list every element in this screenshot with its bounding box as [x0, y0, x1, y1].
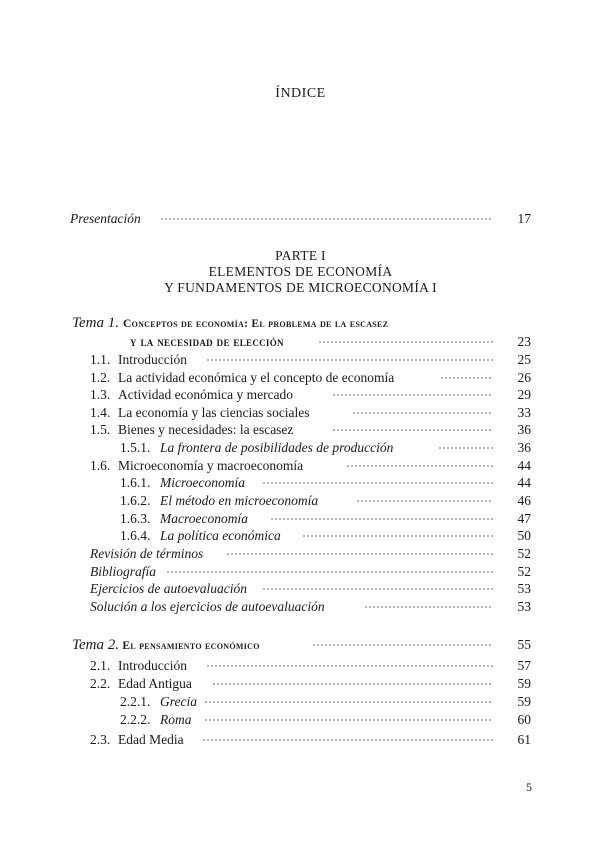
toc-page: 46 [517, 493, 531, 508]
leader-dots [312, 642, 493, 648]
toc-label: 2.2. Edad Antigua [90, 675, 196, 693]
toc-label: 2.2.1. Grecia [120, 693, 201, 711]
toc-page: 36 [517, 440, 531, 455]
toc-page: 44 [517, 458, 531, 473]
toc-label: 1.6.3. Macroeconomía [120, 510, 252, 528]
tema1-prefix: Tema 1. [72, 315, 119, 331]
toc-page: 47 [517, 511, 531, 526]
toc-label: 1.5.1. La frontera de posibilidades de producción [120, 439, 397, 457]
leader-dots [262, 586, 493, 592]
toc-entry[interactable] [0, 657, 601, 675]
toc-page: 60 [517, 712, 531, 727]
toc-label: 1.6. Microeconomía y macroeconomía [90, 457, 307, 475]
toc-entry[interactable] [0, 527, 601, 545]
toc-label: 1.6.4. La política económica [120, 527, 285, 545]
toc-page: 57 [517, 658, 531, 673]
toc-label: Revisión de términos [90, 545, 207, 563]
toc-label: Tema 2. El pensamiento económico [72, 636, 264, 655]
leader-dots [440, 375, 493, 381]
toc-entry[interactable] [0, 386, 601, 404]
toc-page: 53 [517, 599, 531, 614]
leader-dots [262, 480, 493, 486]
toc-entry[interactable] [0, 421, 601, 439]
toc-entry[interactable] [0, 457, 601, 475]
toc-entry[interactable] [0, 492, 601, 510]
tema1-title-line2: y la necesidad de elección [130, 333, 288, 351]
tema1-heading-line2[interactable] [0, 333, 601, 351]
part-number: PARTE I [275, 248, 326, 263]
toc-entry-revision[interactable] [0, 545, 601, 563]
leader-dots [202, 737, 493, 743]
toc-label: 1.4. La economía y las ciencias sociales [90, 404, 314, 422]
toc-entry[interactable] [0, 711, 601, 729]
part-title-line2: Y FUNDAMENTOS DE MICROECONOMÍA I [164, 280, 437, 295]
toc-page: 55 [517, 637, 531, 652]
toc-page: 44 [517, 475, 531, 490]
toc-label: 2.3. Edad Media [90, 731, 188, 749]
leader-dots [212, 681, 493, 687]
toc-entry-solucion[interactable] [0, 598, 601, 616]
toc-page: 61 [517, 732, 531, 747]
leader-dots [226, 551, 493, 557]
toc-entry-ejercicios[interactable] [0, 580, 601, 598]
page-number: 5 [526, 780, 532, 794]
leader-dots [332, 392, 493, 398]
page-title: ÍNDICE [275, 86, 326, 101]
tema2-heading[interactable] [0, 636, 601, 654]
leader-dots [206, 357, 493, 363]
toc-entry[interactable] [0, 351, 601, 369]
leader-dots [318, 339, 493, 345]
toc-page: 33 [517, 405, 531, 420]
toc-page: 25 [517, 352, 531, 367]
toc-page: 17 [517, 211, 531, 226]
toc-page: 52 [517, 546, 531, 561]
leader-dots [204, 699, 493, 705]
toc-entry[interactable] [0, 675, 601, 693]
toc-page: 50 [517, 528, 531, 543]
toc-entry[interactable] [0, 369, 601, 387]
leader-dots [438, 445, 493, 451]
toc-label: 1.1. Introducción [90, 351, 191, 369]
toc-entry[interactable] [0, 404, 601, 422]
leader-dots [332, 427, 493, 433]
toc-page: 53 [517, 581, 531, 596]
leader-dots [204, 717, 493, 723]
toc-label: 1.5. Bienes y necesidades: la escasez [90, 421, 297, 439]
leader-dots [270, 516, 493, 522]
toc-page: 52 [517, 564, 531, 579]
toc-label: 1.6.2. El método en microeconomía [120, 492, 322, 510]
leader-dots [206, 663, 493, 669]
leader-dots [352, 410, 493, 416]
toc-label: 1.3. Actividad económica y mercado [90, 386, 297, 404]
toc-entry[interactable] [0, 731, 601, 749]
toc-label: Solución a los ejercicios de autoevaluación [90, 598, 329, 616]
toc-page: 59 [517, 676, 531, 691]
leader-dots [356, 498, 493, 504]
leader-dots [160, 216, 493, 222]
tema1-heading[interactable] [72, 314, 388, 332]
leader-dots [302, 533, 493, 539]
toc-label: 2.2.2. Roma [120, 711, 196, 729]
toc-label: 1.6.1. Microeconomía [120, 474, 249, 492]
toc-label: Presentación [70, 210, 145, 228]
leader-dots [346, 463, 493, 469]
toc-page: 29 [517, 387, 531, 402]
toc-entry-bibliografia[interactable] [0, 563, 601, 581]
toc-page: 23 [517, 334, 531, 349]
toc-label: Ejercicios de autoevaluación [90, 580, 251, 598]
toc-label: 2.1. Introducción [90, 657, 191, 675]
toc-entry-presentacion[interactable] [0, 210, 601, 228]
toc-entry[interactable] [0, 510, 601, 528]
toc-label: 1.2. La actividad económica y el concepto de economía [90, 369, 398, 387]
toc-page: 59 [517, 694, 531, 709]
leader-dots [364, 604, 493, 610]
tema1-title-line1: Conceptos de economía: El problema de la escasez [122, 318, 389, 330]
toc-entry[interactable] [0, 693, 601, 711]
toc-page: 36 [517, 422, 531, 437]
toc-page: 26 [517, 370, 531, 385]
toc-label: Bibliografía [90, 563, 160, 581]
part-title-line1: ELEMENTOS DE ECONOMÍA [208, 264, 393, 279]
toc-entry[interactable] [0, 439, 601, 457]
leader-dots [166, 569, 493, 575]
toc-entry[interactable] [0, 474, 601, 492]
